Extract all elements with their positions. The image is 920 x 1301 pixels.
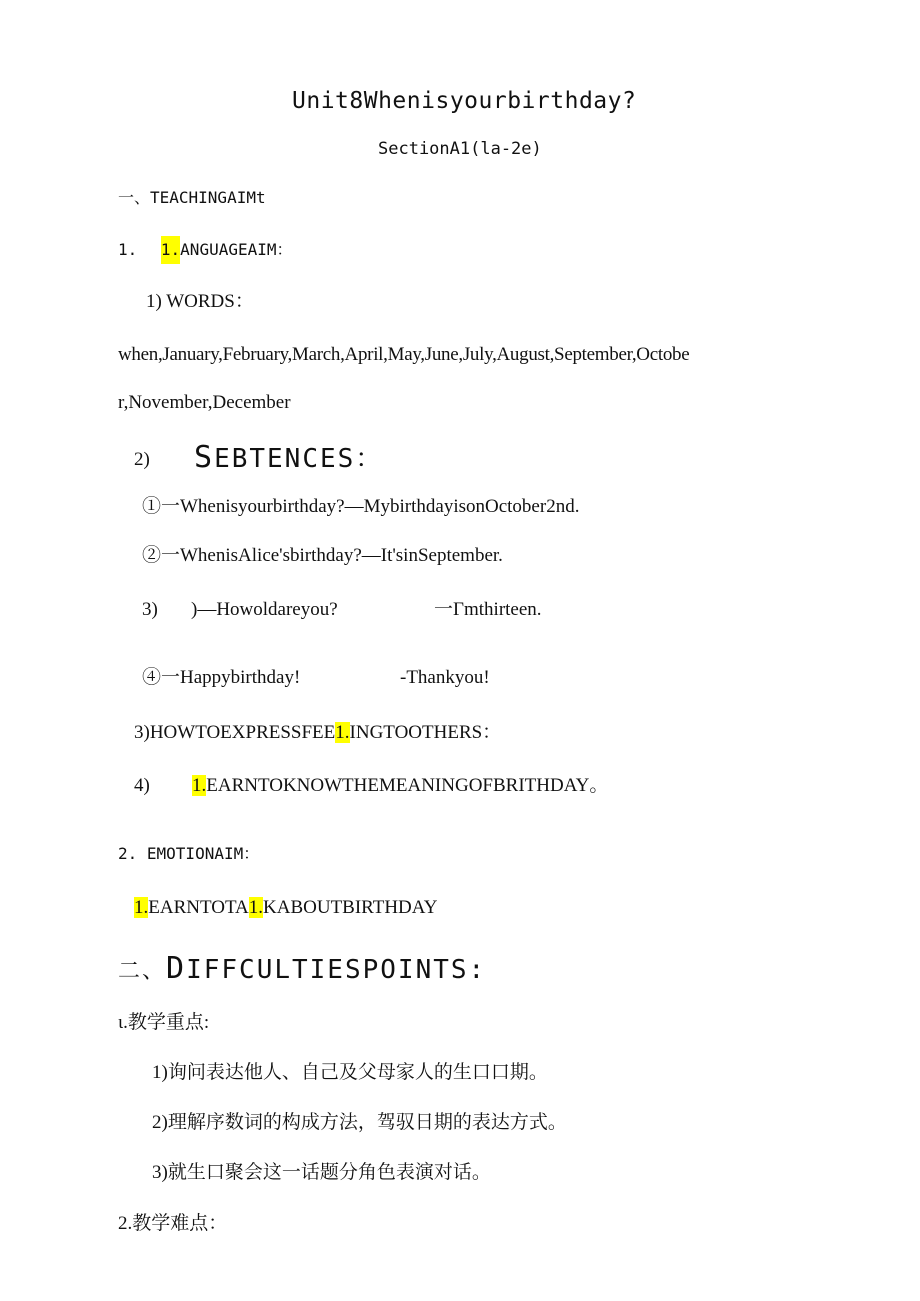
doc-title: Unit8Whenisyourbirthday?	[292, 88, 637, 114]
meaning-highlight: 1.	[192, 775, 207, 796]
meaning-text: EARNTOKNOWTHEMEANINGOFBRITHDAY。	[206, 775, 609, 796]
sentence-3-question: )—Howoldareyou?	[191, 599, 338, 620]
meaning-num: 4)	[134, 775, 150, 796]
sentence-3-num: 3)	[142, 599, 158, 620]
sentence-4-answer: -Thankyou!	[400, 667, 490, 688]
key-point-1: 1)询问表达他人、自己及父母家人的生口口期。	[152, 1062, 548, 1083]
language-aim-highlight: 1.	[161, 236, 180, 264]
key-point-3: 3)就生口聚会这一话题分角色表演对话。	[152, 1162, 491, 1183]
section1-heading: 一、TEACHINGAIMt	[118, 188, 266, 207]
section2-heading	[118, 951, 487, 986]
sentence-4-question: ④一Happybirthday!	[142, 667, 301, 688]
sentences-first-letter: S	[194, 440, 215, 475]
key-point-2: 2)理解序数词的构成方法，驾驭日期的表达方式。	[152, 1112, 567, 1133]
sentence-1: ①一Whenisyourbirthday?—MybirthdayisonOctober2nd.	[142, 496, 580, 517]
sentence-3-answer: 一Γmthirteen.	[434, 599, 542, 620]
words-label: 1) WORDS：	[146, 291, 254, 312]
express-feelings-pre: 3)HOWTOEXPRESSFEE	[134, 722, 336, 743]
emotion-aim-heading: 2. EMOTIONAIM：	[118, 844, 260, 863]
talk-about-birthday-line	[134, 898, 437, 917]
difficult-points-label: 2.教学难点：	[118, 1213, 228, 1234]
words-line-2: r,November,December	[118, 392, 291, 413]
language-aim-num: 1.	[118, 240, 138, 259]
express-feelings-line	[134, 723, 501, 742]
express-feelings-post: INGTOOTHERS：	[349, 722, 502, 743]
section2-first-letter: D	[166, 951, 187, 986]
express-feelings-highlight: 1.	[335, 722, 350, 743]
sentences-heading	[194, 440, 384, 475]
talk-post: KABOUTBIRTHDAY	[263, 897, 438, 918]
language-aim-text: ANGUAGEAIM：	[180, 240, 293, 259]
sentence-2: ②一WhenisAlice'sbirthday?—It'sinSeptember.	[142, 545, 503, 566]
section2-rest: IFFCULTIESPOINTS:	[186, 955, 487, 985]
sentences-rest: EBTENCES：	[214, 444, 384, 474]
talk-highlight-2: 1.	[248, 897, 264, 918]
meaning-line	[192, 776, 608, 795]
language-aim-line	[118, 236, 293, 264]
key-points-label: ι.教学重点:	[118, 1012, 210, 1033]
words-line-1: when,January,February,March,April,May,June,July,August,September,Octobe	[118, 344, 690, 365]
section2-prefix: 二、	[118, 959, 167, 984]
talk-highlight-1: 1.	[134, 897, 149, 918]
doc-subtitle: SectionA1(la-2e)	[378, 139, 542, 159]
sentences-num: 2)	[134, 449, 150, 470]
talk-mid: EARNTOTA	[148, 897, 249, 918]
